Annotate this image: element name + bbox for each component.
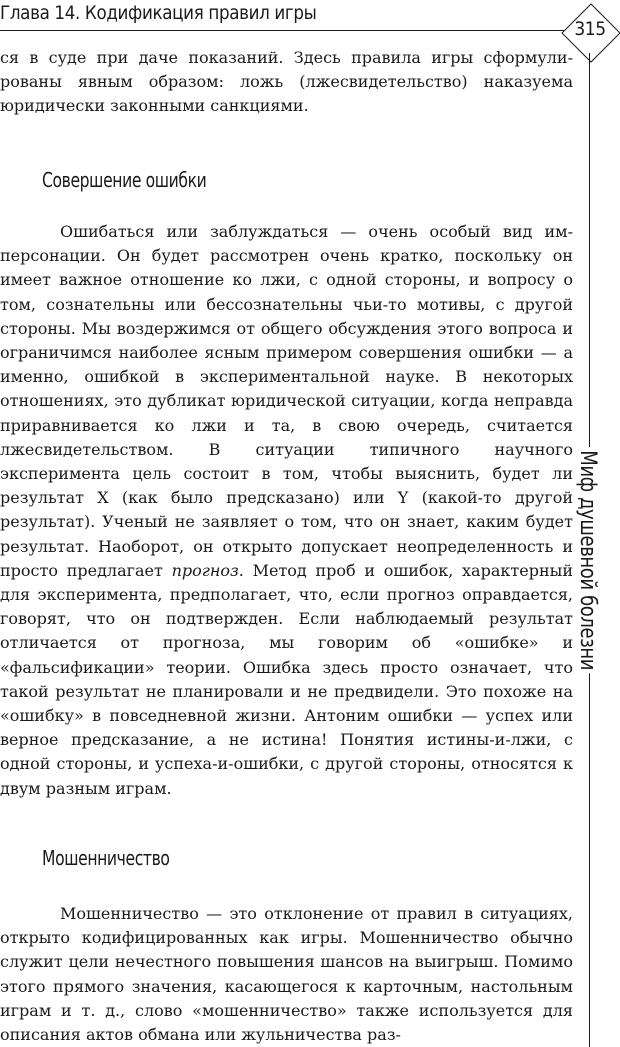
running-head: Глава 14. Кодификация правил игры (0, 2, 317, 24)
paragraph-text (0, 220, 573, 801)
page-number: 315 (574, 18, 606, 40)
section-heading-cheating: Мошенничество (42, 846, 170, 870)
continuation-paragraph (0, 46, 573, 119)
error-paragraph (0, 220, 573, 801)
paragraph-part: Ошибаться или заблуждаться — очень особый вид имперсонации. Он будет рассмотрен очень кратко, поскольку он имеет важное отношение ко лжи, с одной стороны, и вопросу о том, сознательны или бессознательны чьи-то мотивы, с другой стороны. Мы воздержимся от общего обсуждения этого вопроса и ограничимся наиболее ясным примером совершения ошибки — а именно, ошибкой в экспериментальной науке. В некоторых отношениях, это дубликат юридической ситуации, когда неправда приравнивается ко лжи и та, в свою очередь, считается лжесвидетельством. В ситуации типичного научного эксперимента цель состоит в том, чтобы выяснить, будет ли результат X (как было предсказано) или Y (какой-то другой результат). Ученый не заявляет о том, что он знает, каким будет результат. Наоборот, он открыто допускает неопределенность и просто предлагает (0, 222, 573, 580)
header-rule (0, 30, 566, 31)
paragraph-text: ся в суде при даче показаний. Здесь правила игры сформулированы явным образом: ложь (лжесвидетельство) наказуема юридически законными санкциями. (0, 48, 573, 116)
paragraph-part: . Метод проб и ошибок, характерный для эксперимента, предполагает, что, если прогноз оправдается, говорят, что он подтвержден. Если наблюдаемый результат отличается от прогноза, мы говорим об «ошибке» и «фальсификации» теории. Ошибка здесь просто означает, что такой результат не планировали и не предвидели. Это похоже на «ошибку» в повседневной жизни. Антоним ошибки — успех или верное предсказание, а не истина! Понятия истины-и-лжи, с одной стороны, и успеха-и-ошибки, с другой стороны, относятся к двум разным играм. (0, 560, 574, 798)
side-book-title: Миф душевной болезни (575, 447, 600, 673)
cheating-paragraph (0, 902, 573, 1047)
paragraph-text: Мошенничество — это отклонение от правил в ситуациях, открыто кодифицированных как игры. Мошенничество обычно служит цели нечестного повышения шансов на выигрыш. Помимо этого прямого значения, касающегося к карточным, настольным играм и т. д., слово «мошенничество» также используется для описания актов обмана или жульничества раз- (0, 904, 573, 1045)
section-heading-error: Совершение ошибки (42, 168, 207, 192)
emphasis-term: прогноз (171, 560, 239, 580)
